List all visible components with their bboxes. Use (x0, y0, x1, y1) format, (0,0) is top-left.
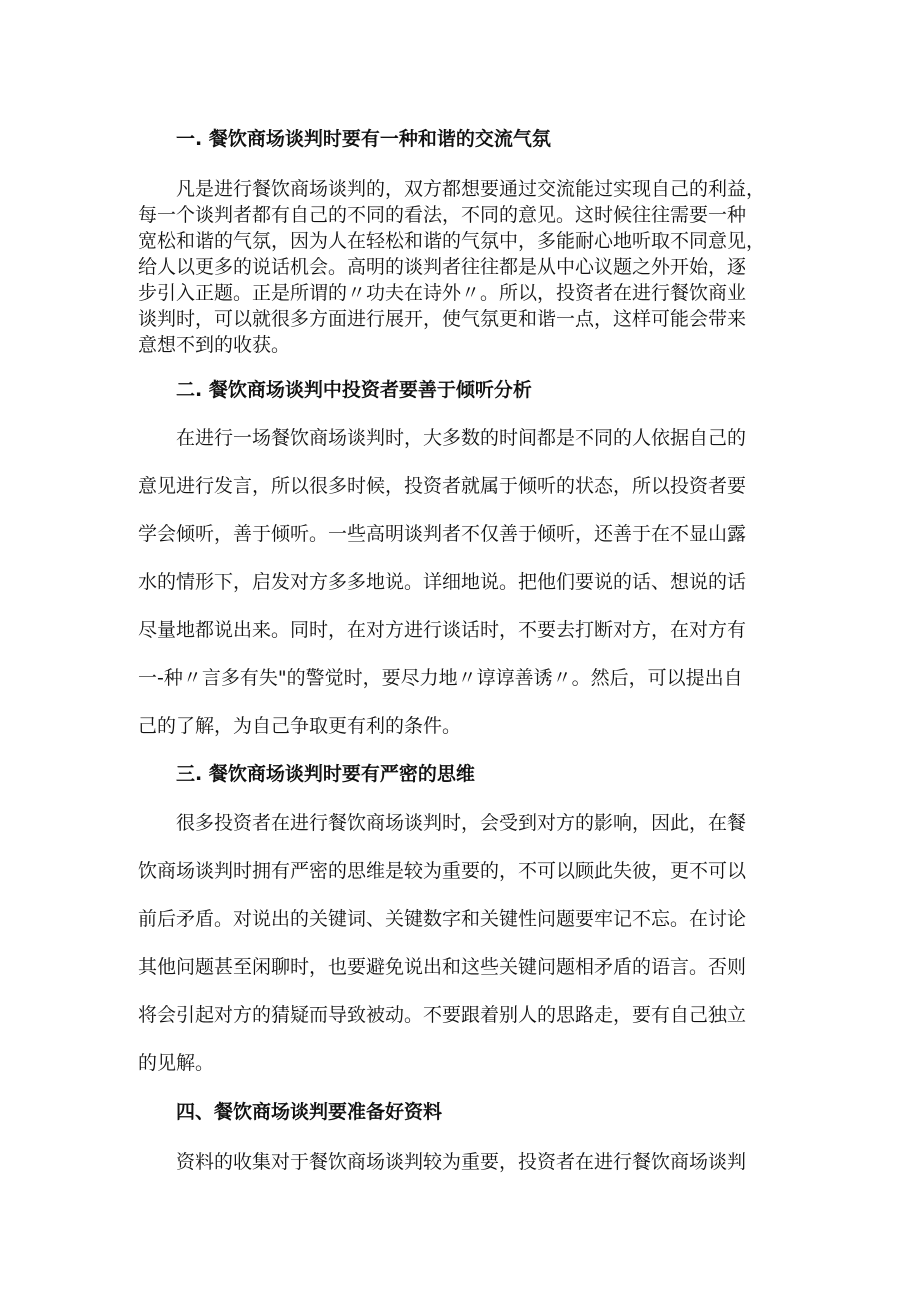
section-2-heading: 二. 餐饮商场谈判中投资者要善于倾听分析 (176, 379, 532, 401)
paragraph-line: 在进行一场餐饮商场谈判时，大多数的时间都是不同的人依据自己的 (176, 427, 747, 449)
paragraph-line: 意见进行发言，所以很多时候，投资者就属于倾听的状态，所以投资者要 (138, 475, 747, 497)
paragraph-line: 谈判时，可以就很多方面进行展开，使气氛更和谐一点，这样可能会带来 (138, 308, 747, 330)
paragraph-line: 学会倾听，善于倾听。一些高明谈判者不仅善于倾听，还善于在不显山露 (138, 523, 747, 545)
paragraph-line: 资料的收集对于餐饮商场谈判较为重要，投资者在进行餐饮商场谈判 (176, 1151, 747, 1173)
section-3-heading: 三. 餐饮商场谈判时要有严密的思维 (176, 763, 475, 785)
paragraph-line: 前后矛盾。对说出的关键词、关键数字和关键性问题要牢记不忘。在讨论 (138, 908, 747, 930)
section-1-heading: 一. 餐饮商场谈判时要有一种和谐的交流气氛 (176, 128, 551, 150)
paragraph-line: 凡是进行餐饮商场谈判的，双方都想要通过交流能过实现自己的利益， (176, 178, 766, 200)
paragraph-line: 饮商场谈判时拥有严密的思维是较为重要的，不可以顾此失彼，更不可以 (138, 860, 747, 882)
paragraph-line: 己的了解，为自己争取更有利的条件。 (138, 715, 462, 737)
paragraph-line: 的见解。 (138, 1052, 215, 1074)
paragraph-line: 尽量地都说出来。同时，在对方进行谈话时，不要去打断对方，在对方有 (138, 619, 747, 641)
paragraph-line: 意想不到的收获。 (138, 334, 291, 356)
paragraph-line: 水的情形下，启发对方多多地说。详细地说。把他们要说的话、想说的话 (138, 571, 747, 593)
paragraph-line: 步引入正题。正是所谓的〃功夫在诗外〃。所以，投资者在进行餐饮商业 (138, 282, 747, 304)
paragraph-line: 每一个谈判者都有自己的不同的看法，不同的意见。这时候往往需要一种 (138, 204, 747, 226)
paragraph-line: 将会引起对方的猜疑而导致被动。不要跟着别人的思路走，要有自己独立 (138, 1004, 747, 1026)
paragraph-line: 给人以更多的说话机会。高明的谈判者往往都是从中心议题之外开始，逐 (138, 256, 747, 278)
section-2-paragraph (138, 414, 788, 750)
paragraph-line: 一-种〃言多有失"的警觉时，要尽力地〃谆谆善诱〃。然后，可以提出自 (138, 667, 743, 689)
section-4-paragraph (138, 1138, 788, 1186)
section-1-paragraph (138, 176, 788, 358)
section-4-heading: 四、餐饮商场谈判要准备好资料 (176, 1101, 443, 1123)
paragraph-line: 很多投资者在进行餐饮商场谈判时，会受到对方的影响，因此，在餐 (176, 812, 747, 834)
paragraph-line: 宽松和谐的气氛，因为人在轻松和谐的气氛中，多能耐心地听取不同意见， (138, 230, 766, 252)
paragraph-line: 其他问题甚至闲聊时，也要避免说出和这些关键问题相矛盾的语言。否则 (138, 956, 747, 978)
section-3-paragraph (138, 799, 788, 1087)
